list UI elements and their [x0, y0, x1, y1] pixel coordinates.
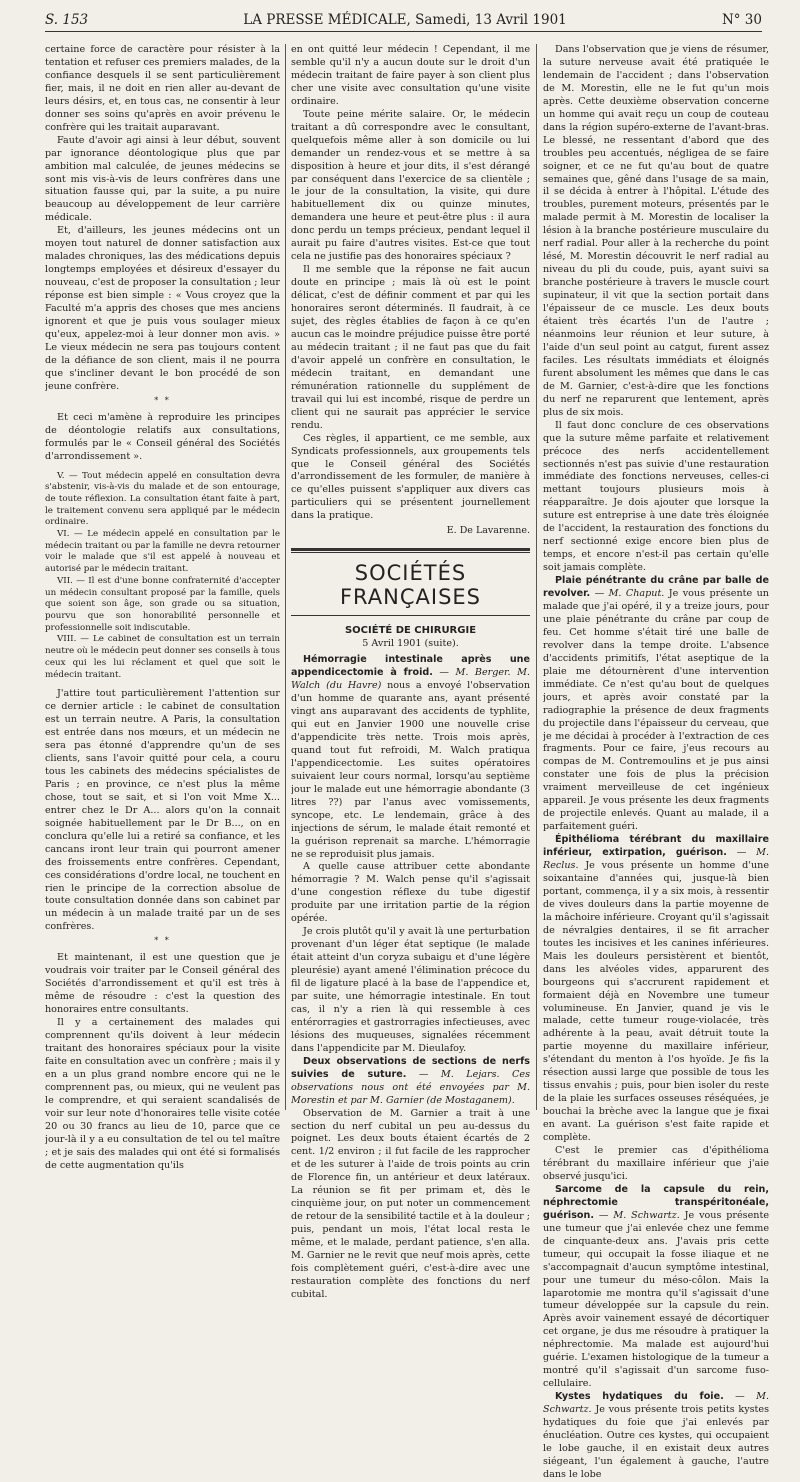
report-author: — M. Schwartz. — [594, 1209, 680, 1221]
report-text: Je vous présente un malade que j'ai opéré, il y a treize jours, pour une plaie pénétrante du crâne par coup de feu. Cet homme s'était tiré une balle de revolver dans la tempe droite. L'absence d'accidents primitifs, l'état aseptique de la plaie me détournèrent d'une intervention immédiate. Ce n'est qu'au bout de quelques jours, et après avoir constaté par la radiographie la présence de deux fragments du projectile dans l'épaisseur du cerveau, que je me décidai à procéder à l'extraction de ces fragments. Pour ce faire, j'eus recours au compas de M. Contremoulins et je pus ainsi constater une fois de plus la précision vraiment merveilleuse de cet ingénieux appareil. Je vous présente les deux fragments de projectile enlevés. Quant au malade, il a parfaitement guéri. — [543, 588, 769, 833]
page-folio: S. 153 — [45, 12, 89, 28]
column-2 — [291, 44, 530, 1302]
paragraph: Faute d'avoir agi ainsi à leur début, souvent par ignorance déontologique plus que par ambition mal calculée, de jeunes médecins se sont mis vis-à-vis de leurs confrères dans une situation fausse qui, par la suite, a pu nuire beaucoup au développement de leur carrière médicale. — [45, 134, 280, 224]
deontology-article-vi: VI. — Le médecin appelé en consultation par le médecin traitant ou par la famille ne devra retourner voir le malade que s'il est appelé à nouveau et autorisé par le médecin traitant. — [45, 529, 280, 575]
report-author: — M. Chaput. — [590, 588, 665, 600]
section-stars: * * — [154, 936, 171, 946]
report-author: — M. Berger. M. Walch (du Havre) — [291, 667, 530, 692]
issue-number: N° 30 — [721, 12, 762, 28]
report-heading: Plaie pénétrante du crâne par balle de revolver. — [543, 575, 769, 600]
report-heading: Épithélioma térébrant du maxillaire inférieur, extirpation, guérison. — [543, 834, 769, 859]
column-rule-1 — [285, 44, 286, 1110]
paragraph: Il y a certainement des malades qui comprennent qu'ils doivent à leur médecin traitant des honoraires spéciaux pour la visite faite en consultation avec un confrère ; mais il y en a un plus grand nombre encore qui ne le comprennent pas, ou mieux, qui ne veulent pas le comprendre, et qui seraient scandalisés de voir sur leur note d'honoraires telle visite cotée 20 ou 30 francs au lieu de 10, parce que ce jour-là il y a eu consultation de tel ou tel maître ; et je sais des malades qui ont été si formalisés de cette augmentation qu'ils — [45, 1017, 280, 1171]
report-text: Je vous présente trois petits kystes hydatiques du foie que j'ai enlevés par énucléation. Outre ces kystes, qui occupaient le lobe gauche, il en existait deux autres siégeant, l'un également à gauche, l'autre dans le lobe — [543, 1404, 769, 1480]
paragraph: Il me semble que la réponse ne fait aucun doute en principe ; mais là où est le point délicat, c'est de définir comment et par qui les honoraires seront déterminés. Il faudrait, à ce sujet, des règles établies de façon à ce qu'en aucun cas le moindre préjudice puisse être porté au médecin traitant ; il ne faut pas que du fait d'avoir appelé un confrère en consultation, le médecin traitant, en demandant une rémunération rationnelle du supplément de travail qui lui est incombé, risque de perdre un client qui ne saurait pas apprécier le service rendu. — [291, 264, 530, 431]
paragraph: Et, d'ailleurs, les jeunes médecins ont un moyen tout naturel de donner satisfaction aux malades chroniques, las des médications depuis longtemps employées et désireux d'essayer du nouveau, c'est de proposer la consultation ; leur réponse est bien simple : « Vous croyez que la Faculté m'a appris des choses que mes anciens ignorent et que je puis vous soulager mieux qu'eux, appelez-moi à leur donner mon avis. » Le vieux médecin ne sera pas toujours content de la défiance de son client, mais il ne pourra que s'incliner devant le bon procédé de son jeune confrère. — [45, 225, 280, 392]
journal-title: LA PRESSE MÉDICALE, Samedi, 13 Avril 1901 — [243, 12, 567, 28]
paragraph: Il faut donc conclure de ces observations que la suture même parfaite et relativement précoce des nerfs accidentellement sectionnés n'est pas suivie d'une restauration immédiate des fonctions nerveuses, celles-ci mettant toujours plusieurs mois à réapparaître. Je dois ajouter que lorsque la suture est entreprise à une date très éloignée de l'accident, la restauration des fonctions du nerf sectionné exige encore bien plus de temps, et encore n'est-il pas certain qu'elle soit jamais complète. — [543, 419, 769, 574]
paragraph: Et maintenant, il est une question que je voudrais voir traiter par le Conseil général des Sociétés d'arrondissement et qu'il est très à même de résoudre : c'est la question des honoraires entre consultants. — [45, 952, 280, 1016]
society-name: SOCIÉTÉ DE CHIRURGIE — [344, 625, 477, 637]
paragraph: J'attire tout particulièrement l'attention sur ce dernier article : le cabinet de consultation est un terrain neutre. A Paris, la consultation est entrée dans nos mœurs, et un médecin ne sera pas étonné d'apprendre qu'un de ses clients, sans l'avoir quitté pour cela, a couru tous les cabinets des médecins spécialistes de Paris ; en province, ce n'est plus la même chose, tout se sait, et si l'on voit Mme X... entrer chez le Dr A... alors qu'on la connait soignée habituellement par le Dr B..., on en conclura qu'elle lui a retiré sa confiance, et les cancans iront leur train qui pourront amener des froissements entre confrères. Cependant, ces considérations d'ordre local, ne touchent en rien le principe de la correction absolue de toute consultation donnée dans son cabinet par un médecin à un malade traité par un de ses confrères. — [45, 688, 280, 933]
paragraph: certaine force de caractère pour résister à la tentation et refuser ces premiers malades, de la confiance desquels il se sent particulièrement fier, mais, il ne doit en rien aller au-devant de leurs désirs, et, en tous cas, ne consentir à leur donner ses soins qu'après en avoir prévenu le confrère qui les traitait auparavant. — [45, 44, 280, 133]
paragraph: Ces règles, il appartient, ce me semble, aux Syndicats professionnels, aux groupements tels que le Conseil général des Sociétés d'arrondissement de les formuler, de manière à ce qu'elles puissent s'appliquer aux divers cas particuliers qui se présentent journellement dans la pratique. — [291, 432, 530, 522]
paragraph: en ont quitté leur médecin ! Cependant, il me semble qu'il n'y a aucun doute sur le droit d'un médecin traitant de faire payer à son client plus cher une visite avec consultation qu'une visite ordinaire. — [291, 44, 530, 107]
paragraph: C'est le premier cas d'épithélioma térébrant du maxillaire inférieur que j'aie observé jusqu'ici. — [543, 1145, 769, 1182]
paragraph: Observation de M. Garnier a trait à une section du nerf cubital un peu au-dessus du poignet. Les deux bouts étaient écartés de 2 cent. 1/2 environ ; il fut facile de les rapprocher et de les suturer à l'aide de trois points au crin de Florence fin, un antérieur et deux latéraux. La réunion se fit per primam et, dès le cinquième jour, on put noter un commencement de retour de la sensibilité tactile et à la douleur ; puis, pendant un mois, l'état local resta le même, et le malade, perdant patience, s'en alla. M. Garnier ne le revit que neuf mois après, cette fois complètement guéri, c'est-à-dire avec une restauration complète des fonctions du nerf cubital. — [291, 1107, 530, 1300]
deontology-article-viii: VIII. — Le cabinet de consultation est un terrain neutre où le médecin peut donner ses conseils à tous ceux qui les lui réclament et quel que soit le médecin traitant. — [45, 634, 280, 680]
deontology-article-vii: VII. — Il est d'une bonne confraternité d'accepter un médecin consultant proposé par la famille, quels que soient son âge, son grade ou sa situation, pourvu que son honorabilité personnelle et professionnelle soit indiscutable. — [45, 575, 280, 633]
rule-thick — [291, 548, 530, 551]
column-1 — [45, 44, 280, 1173]
report-text: nous a envoyé l'observation d'un homme de quarante ans, ayant présenté vingt ans auparavant des accidents de typhlite, qui eut en Janvier 1900 une nouvelle crise d'appendicite très nette. Trois mois après, quand tout fut refroidi, M. Walch pratiqua l'appendicectomie. Les suites opératoires suivaient leur cours normal, lorsqu'au septième jour le malade eut une hémorragie abondante (3 litres ??) par l'anus avec vomissements, syncope, etc. Le lendemain, grâce à des injections de sérum, le malade était remonté et la guérison reprenait sa marche. L'hémorragie ne se reproduisit plus jamais. — [291, 680, 530, 860]
report-heading: Kystes hydatiques du foie. — [555, 1391, 724, 1403]
report-heading: Deux observations de sections de nerfs suivies de suture. — [291, 1055, 530, 1080]
report-author: — M. Reclus. — [543, 847, 769, 872]
column-3 — [543, 44, 769, 1482]
report-heading: Hémorragie intestinale après une appendicectomie à froid. — [291, 654, 530, 679]
report-heading: Sarcome de la capsule du rein, néphrectomie transpéritonéale, guérison. — [543, 1183, 769, 1221]
running-header — [45, 6, 762, 32]
session-date: 5 Avril 1901 (suite). — [362, 638, 459, 650]
report-author: — M. Schwartz. — [543, 1391, 769, 1416]
rule-thin — [291, 552, 530, 553]
paragraph: A quelle cause attribuer cette abondante hémorragie ? M. Walch pense qu'il s'agissait d'une congestion réflexe du tube digestif produite par une irritation partie de la région opérée. — [291, 861, 530, 925]
paragraph: Et ceci m'amène à reproduire les principes de déontologie relatifs aux consultations, formulés par le « Conseil général des Sociétés d'arrondissement ». — [45, 411, 280, 462]
paragraph: Dans l'observation que je viens de résumer, la suture nerveuse avait été pratiquée le lendemain de l'accident ; dans l'observation de M. Morestin, elle ne le fut qu'un mois après. Cette deuxième observation concerne un homme qui avait reçu un coup de couteau dans la région supéro-externe de l'avant-bras. Le blessé, ne ressentant d'abord que des troubles peu accentués, négligea de se faire soigner, et ce ne fut qu'au bout de quatre semaines que, gêné dans l'usage de sa main, il se décida à entrer à l'hôpital. L'étude des troubles, purement moteurs, présentés par le malade permit à M. Morestin de localiser la lésion à la branche postérieure musculaire du nerf radial. Pour aller à la recherche du point lésé, M. Morestin découvrit le nerf radial au niveau du pli du coude, puis, ayant suivi sa branche postérieure à travers le muscle court supinateur, il vit que la section portait dans l'épaisseur de ce muscle. Les deux bouts étaient très écartés l'un de l'autre ; néanmoins leur réunion et leur suture, à l'aide d'un seul point au catgut, furent assez faciles. Les résultats immédiats et éloignés furent absolument les mêmes que dans le cas de M. Garnier, c'est-à-dire que les fonctions du nerf ne reparurent que lentement, après plus de six mois. — [543, 44, 769, 418]
author-signature: E. De Lavarenne. — [446, 525, 530, 537]
section-title: SOCIÉTÉS FRANÇAISES — [291, 561, 530, 616]
paragraph: Toute peine mérite salaire. Or, le médecin traitant a dû correspondre avec le consultant, quelquefois même aller à son domicile ou lui demander un rendez-vous et se mettre à sa disposition à heure et jour dits, il s'est dérangé par conséquent dans l'exercice de sa clientèle ; le jour de la consultation, la visite, qui dure habituellement dix ou quinze minutes, demandera une heure et peut-être plus : il aura donc perdu un temps précieux, pendant lequel il aurait pu faire d'autres visites. Est-ce que tout cela ne justifie pas des honoraires spéciaux ? — [291, 108, 530, 263]
report-text: Je vous présente un homme d'une soixantaine d'années qui, jusque-là bien portant, commença, il y a six mois, à ressentir de vives douleurs dans la partie moyenne de la mâchoire inférieure. Croyant qu'il s'agissait de névralgies dentaires, il se fit arracher toutes les incisives et les canines inférieures. Mais les douleurs persistèrent et bientôt, dans les alvéoles vides, apparurent des bourgeons qui s'accrurent rapidement et formaient déjà en Novembre une tumeur volumineuse. En Janvier, quand je vis le malade, cette tumeur rouge-violacée, très adhérente à la peau, avait détruit toute la partie moyenne du maxillaire inférieur, s'étendant du menton à l'os hyoïde. Je fis la résection aussi large que possible de tous les tissus envahis ; puis, pour bien isoler du reste de la plaie les surfaces osseuses réséquées, je bouchai la brèche avec la langue que je fixai en avant. La guérison s'est faite rapide et complète. — [543, 860, 769, 1144]
column-rule-2 — [536, 44, 537, 1110]
report-author: — M. Lejars. Ces observations nous ont été envoyées par M. Morestin et par M. Garnier (de Mostaganem). — [291, 1068, 530, 1106]
paragraph: Je crois plutôt qu'il y avait là une perturbation provenant d'un léger état septique (le malade était atteint d'un coryza subaigu et d'une légère pleurésie) ayant amené l'élimination précoce du fil de ligature placé à la base de l'appendice et, par suite, une hémorragie intestinale. En tout cas, il n'y a rien là qui ressemble à ces entérorragies et gastrorragies infectieuses, avec lésions des muqueuses, signalées récemment dans l'appendicite par M. Dieulafoy. — [291, 926, 530, 1054]
report-text: Je vous présente une tumeur que j'ai enlevée chez une femme de cinquante-deux ans. J'avais pris cette tumeur, qui occupait la fosse iliaque et ne s'accompagnait d'aucun symptôme intestinal, pour une tumeur du méso-côlon. Mais la laparotomie me montra qu'il s'agissait d'une tumeur développée sur la capsule du rein. Après avoir vainement essayé de décortiquer cet organe, je dus me résoudre à pratiquer la néphrectomie. Ma malade est aujourd'hui guérie. L'examen histologique de la tumeur a montré qu'il s'agissait d'un sarcome fuso-cellulaire. — [543, 1209, 769, 1390]
deontology-article-v: V. — Tout médecin appelé en consultation devra s'abstenir, vis-à-vis du malade et de son entourage, de toute réflexion. La consultation étant faite à part, le traitement convenu sera appliqué par le médecin ordinaire. — [45, 470, 280, 528]
section-stars: * * — [154, 395, 171, 405]
